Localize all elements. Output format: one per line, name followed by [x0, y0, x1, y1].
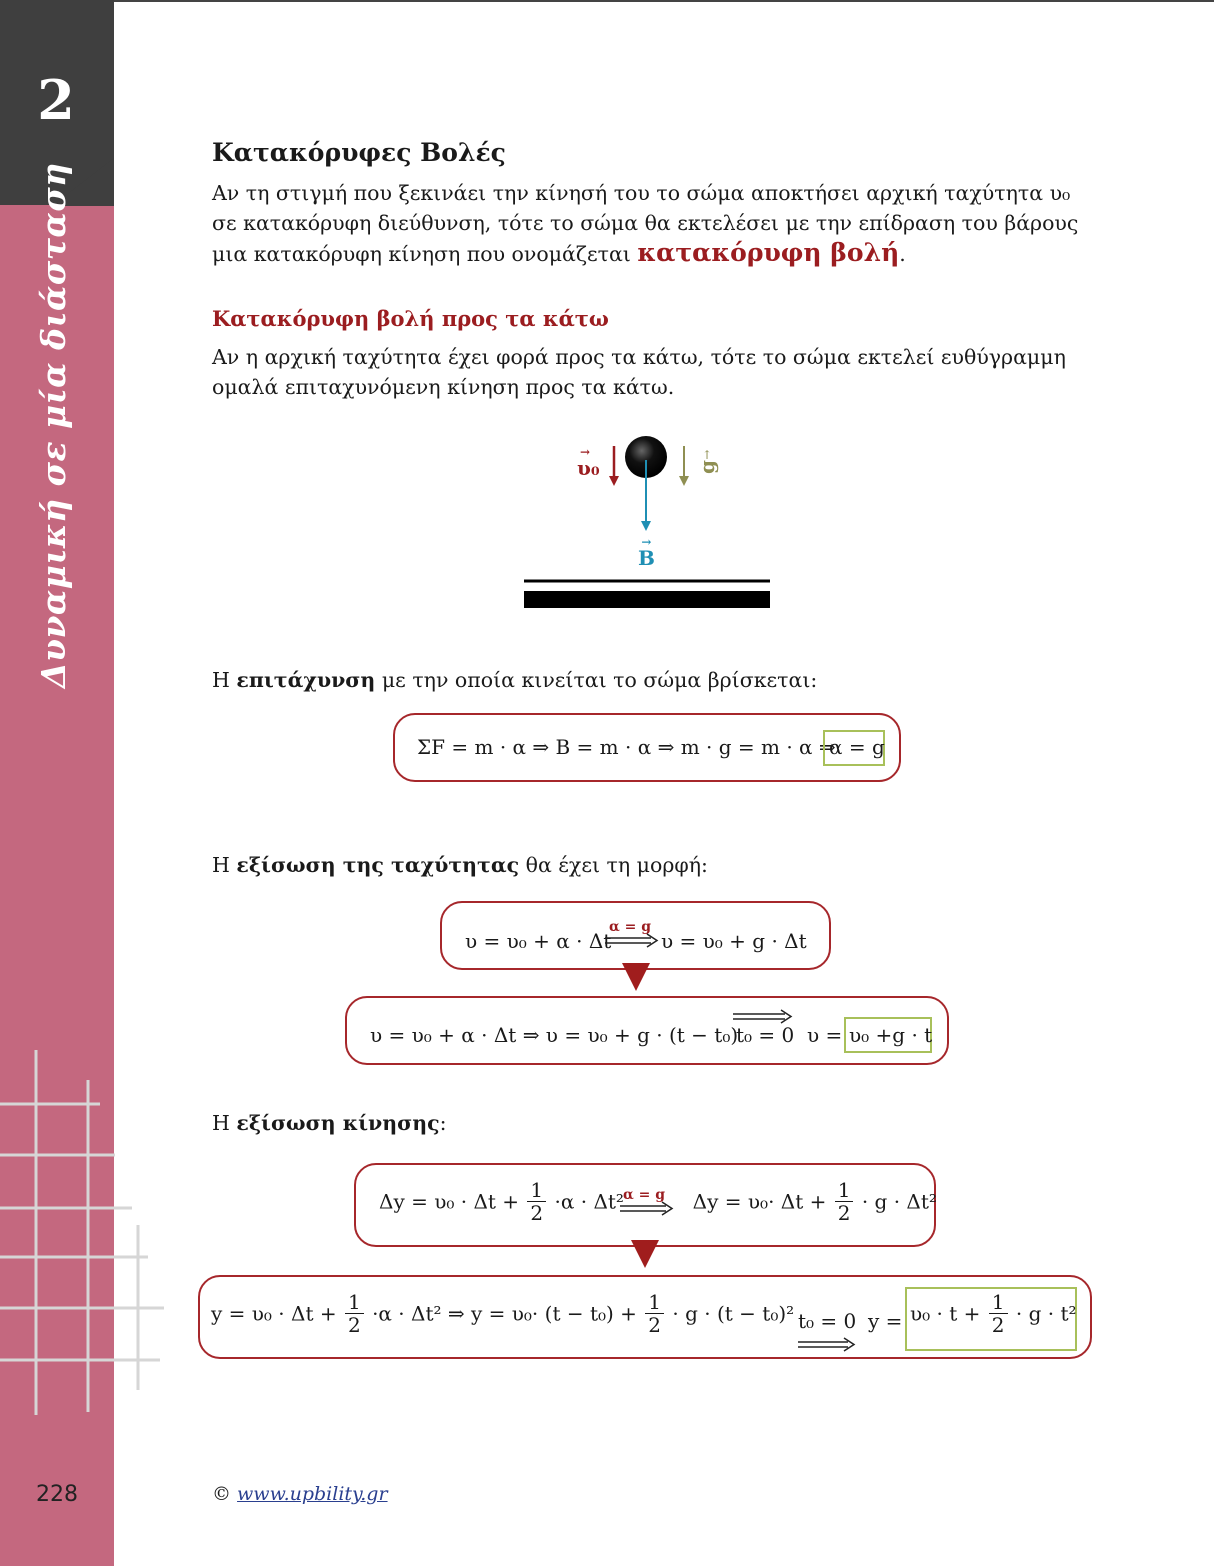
half-fraction: $\frac{1}{2}$ [835, 1179, 854, 1224]
motion-result: υ₀ · t + $\frac{1}{2}$ · g · t² [910, 1290, 1077, 1337]
acceleration-equation: ΣF = m · α ⇒ B = m · α ⇒ m · g = m · α ⇒ [417, 735, 836, 759]
B-label: → B [638, 535, 655, 570]
g-label: g [695, 460, 719, 474]
motion-equation-box-1 [354, 1163, 936, 1247]
motion-eq1-line: Δy = υ₀ · Δt + $\frac{1}{2}$ ·α · Δt² Δy = υ₀· Δt + $\frac{1}{2}$ · g · Δt² [379, 1178, 937, 1225]
half-fraction: $\frac{1}{2}$ [989, 1291, 1008, 1336]
motion-line: Η εξίσωση κίνησης: [212, 1111, 447, 1135]
half-fraction: $\frac{1}{2}$ [527, 1179, 546, 1224]
v0-label: → υ₀ [577, 445, 600, 480]
subsection-title: Κατακόρυφη βολή προς τα κάτω [212, 306, 609, 331]
intro-end: . [899, 242, 906, 266]
double-arrow-icon [798, 1337, 858, 1353]
half-fraction: $\frac{1}{2}$ [345, 1291, 364, 1336]
velocity-line: Η εξίσωση της ταχύτητας θα έχει τη μορφή: [212, 853, 708, 877]
intro-paragraph [212, 178, 1092, 269]
chapter-number: 2 [37, 68, 75, 132]
acceleration-line: Η επιτάχυνση με την οποία κινείται το σώμα βρίσκεται: [212, 668, 818, 692]
velocity-eq2-condition: t₀ = 0 [736, 1023, 795, 1047]
double-arrow-icon [620, 1201, 676, 1217]
intro-highlight: κατακόρυφη βολή [637, 238, 900, 267]
chapter-title: Δυναμική σε μία διάσταση [34, 162, 73, 688]
decorative-grid [0, 1050, 170, 1420]
motion-eq2-line: y = υ₀ · Δt + $\frac{1}{2}$ ·α · Δt² ⇒ y = υ₀· (t − t₀) + $\frac{1}{2}$ · g · (t − t₀)² [211, 1290, 795, 1337]
motion-equation-box-2 [198, 1275, 1092, 1359]
website-link[interactable]: www.upbility.gr [237, 1483, 388, 1505]
section-title: Κατακόρυφες Βολές [212, 138, 506, 167]
velocity-result: υ₀ +g · t [849, 1023, 933, 1047]
down-triangle-icon [622, 963, 650, 991]
falling-ball-figure [520, 430, 780, 615]
page-number: 228 [36, 1482, 78, 1507]
double-arrow-icon [605, 933, 661, 949]
intro-text: Αν τη στιγμή που ξεκινάει την κίνησή του το σώμα αποκτήσει αρχική ταχύτητα υ₀ σε κατακόρυφη διεύθυνση, τότε το σώμα θα εκτελέσει με την επίδραση του βάρους μια κατακόρυφη κίνηση που ονομάζεται [212, 181, 1079, 266]
motion-eq1-arrow-label: α = g [623, 1187, 666, 1203]
subsection-text: Αν η αρχική ταχύτητα έχει φορά προς τα κάτω, τότε το σώμα εκτελεί ευθύγραμμη ομαλά επιταχυνόμενη κίνηση προς τα κάτω. [212, 345, 1066, 399]
copyright-symbol: © [212, 1483, 231, 1505]
velocity-eq2-left: υ = υ₀ + α · Δt ⇒ υ = υ₀ + g · (t − t₀) [370, 1023, 739, 1047]
motion-eq2-mid: y = [868, 1309, 903, 1333]
velocity-equation-box-1 [440, 901, 831, 970]
velocity-eq1-left: υ = υ₀ + α · Δt [465, 929, 612, 953]
footer [212, 1483, 388, 1505]
velocity-eq1-arrow-label: α = g [609, 919, 652, 935]
velocity-equation-box-2 [345, 996, 949, 1065]
top-rule [114, 0, 1214, 2]
down-triangle-icon [631, 1240, 659, 1268]
motion-eq2-condition: t₀ = 0 [798, 1309, 857, 1333]
velocity-eq2-mid: υ = [807, 1023, 843, 1047]
half-fraction: $\frac{1}{2}$ [645, 1291, 664, 1336]
acceleration-result: α = g [829, 735, 885, 759]
acceleration-equation-box [393, 713, 901, 782]
velocity-eq1-right: υ = υ₀ + g · Δt [661, 929, 807, 953]
g-vector-mark: ↑ [702, 448, 713, 462]
